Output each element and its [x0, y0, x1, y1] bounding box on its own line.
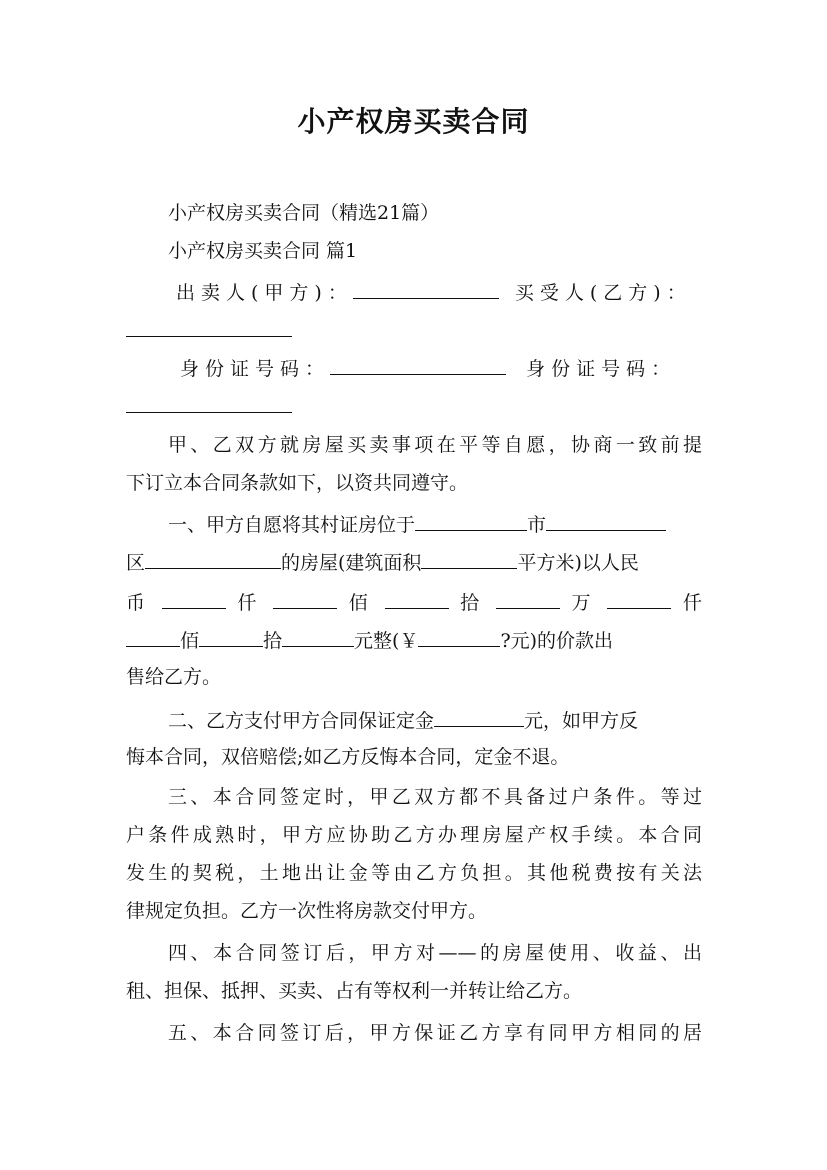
amount-blank-2 [273, 588, 337, 609]
buyer-blank-line [126, 316, 702, 344]
paragraph-intro-line2: 下订立本合同条款如下，以资共同遵守。 [126, 472, 469, 494]
deposit-blank [434, 706, 524, 727]
seller-blank [353, 278, 499, 299]
amount-blank-7 [199, 626, 263, 647]
clause2-line2: 悔本合同，双倍赔偿;如乙方反悔本合同，定金不退。 [126, 746, 570, 768]
id-label-left: 身份证号码： [180, 358, 331, 380]
id-label-right: 身份证号码： [526, 358, 677, 380]
city-blank [415, 510, 527, 531]
section-heading: 小产权房买卖合同 篇1 [168, 240, 358, 262]
clause3-line4: 律规定负担。乙方一次性将房款交付甲方。 [126, 900, 488, 922]
clause3-line3: 发生的契税，土地出让金等由乙方负担。其他税费按有关法 [126, 862, 702, 884]
clause1-line4 [126, 626, 702, 654]
clause5-line1: 五、本合同签订后，甲方保证乙方享有同甲方相同的居 [168, 1022, 702, 1044]
clause1-text-k: 仟 [682, 592, 702, 614]
district-prefix-blank [546, 510, 666, 531]
clause1-text-g: 仟 [237, 592, 262, 614]
clause1-text-n: 元整(￥ [354, 630, 419, 652]
clause1-text-o: ?元)的价款出 [500, 630, 614, 652]
clause1-text-b: 市 [527, 514, 547, 536]
document-title: 小产权房买卖合同 [297, 105, 530, 138]
clause2-text-b: 元，如甲方反 [524, 710, 639, 732]
buyer-blank [126, 316, 292, 337]
id-blank-left [330, 354, 506, 375]
seller-label: 出卖人(甲方)： [176, 282, 353, 304]
clause1-text-j: 万 [571, 592, 596, 614]
clause1-text-e: 平方米)以人民 [517, 552, 639, 574]
amount-blank-6 [126, 626, 180, 647]
document-subtitle: 小产权房买卖合同（精选21篇） [168, 202, 440, 224]
paragraph-intro-line1: 甲、乙双方就房屋买卖事项在平等自愿，协商一致前提 [168, 434, 702, 456]
area-blank [421, 548, 517, 569]
clause1-line3 [126, 588, 702, 616]
clause1-line2 [126, 548, 702, 576]
amount-blank-4 [496, 588, 560, 609]
amount-blank-1 [162, 588, 226, 609]
clause2-line1 [168, 706, 702, 734]
clause1-text-a: 一、甲方自愿将其村证房位于 [168, 514, 416, 536]
clause3-line2: 户条件成熟时，甲方应协助乙方办理房屋产权手续。本合同 [126, 824, 702, 846]
clause1-line1 [168, 510, 702, 538]
id-blank-line [126, 392, 702, 420]
buyer-label: 买受人(乙方)： [514, 282, 692, 304]
clause2-text-a: 二、乙方支付甲方合同保证定金 [168, 710, 435, 732]
clause1-line5: 售给乙方。 [126, 666, 222, 688]
clause1-text-h: 佰 [348, 592, 374, 614]
clause1-text-l: 佰 [180, 630, 200, 652]
id-line [180, 354, 702, 382]
amount-blank-3 [385, 588, 449, 609]
clause1-text-m: 拾 [263, 630, 283, 652]
amount-blank-5 [607, 588, 671, 609]
clause1-text-i: 拾 [460, 592, 485, 614]
amount-blank-9 [418, 626, 500, 647]
clause1-text-d: 的房屋(建筑面积 [281, 552, 422, 574]
clause3-line1: 三、本合同签定时，甲乙双方都不具备过户条件。等过 [168, 786, 702, 808]
clause1-text-c: 区 [126, 552, 146, 574]
id-blank-right [126, 392, 292, 413]
parties-line [176, 278, 702, 306]
district-blank [145, 548, 281, 569]
clause1-text-f: 币 [126, 592, 151, 614]
clause4-line2: 租、担保、抵押、买卖、占有等权利一并转让给乙方。 [126, 980, 583, 1002]
clause4-line1: 四、本合同签订后，甲方对——的房屋使用、收益、出 [168, 942, 702, 964]
amount-blank-8 [282, 626, 354, 647]
